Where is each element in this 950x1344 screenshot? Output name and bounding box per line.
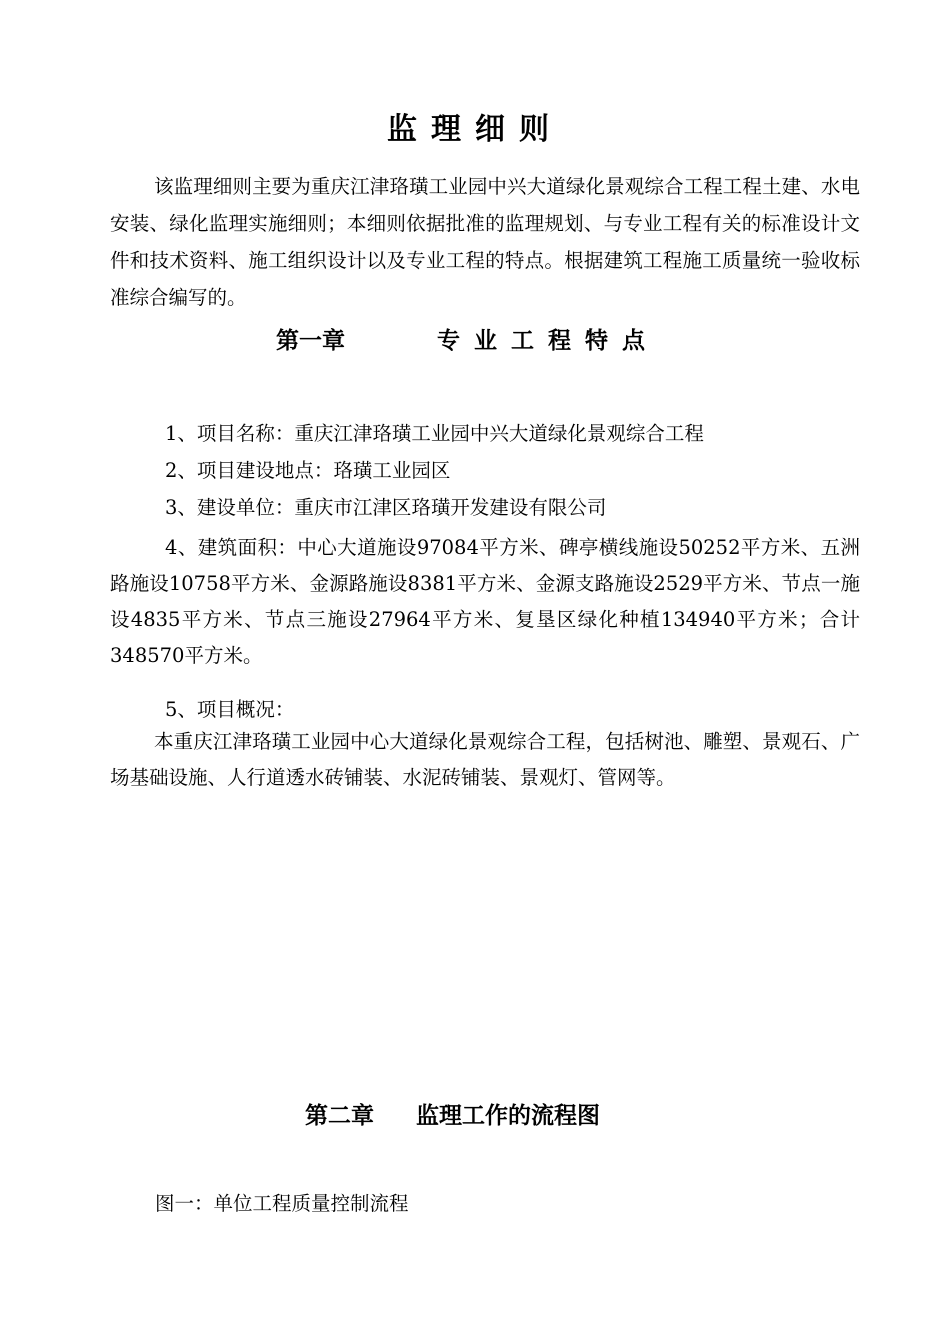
list-item-project-name: 1、项目名称：重庆江津珞璜工业园中兴大道绿化景观综合工程	[165, 422, 704, 445]
figure-caption: 图一：单位工程质量控制流程	[155, 1192, 409, 1215]
intro-paragraph: 该监理细则主要为重庆江津珞璜工业园中兴大道绿化景观综合工程工程土建、水电安装、绿化监理实施细则；本细则依据批准的监理规划、与专业工程有关的标准设计文件和技术资料、施工组织设计以及专业工程的特点。根据建筑工程施工质量统一验收标准综合编写的。	[110, 175, 860, 309]
chapter1-number: 第一章	[276, 327, 345, 354]
chapter1-heading	[276, 321, 659, 361]
list-item-location: 2、项目建设地点：珞璜工业园区	[165, 459, 451, 482]
overview-paragraph: 本重庆江津珞璜工业园中心大道绿化景观综合工程，包括树池、雕塑、景观石、广场基础设施、人行道透水砖铺装、水泥砖铺装、景观灯、管网等。	[110, 730, 860, 789]
list-item-overview-label: 5、项目概况：	[165, 698, 295, 721]
list-item-area: 4、建筑面积：中心大道施设97084平方米、碑亭横线施设50252平方米、五洲路施设10758平方米、金源路施设8381平方米、金源支路施设2529平方米、节点一施设4835平方米、节点三施设27964平方米、复垦区绿化种植134940平方米；合计348570平方米。	[110, 536, 860, 667]
chapter2-title: 监理工作的流程图	[416, 1102, 600, 1129]
chapter2-heading	[305, 1096, 600, 1136]
list-item-owner: 3、建设单位：重庆市江津区珞璜开发建设有限公司	[165, 496, 607, 519]
chapter2-number: 第二章	[305, 1102, 374, 1129]
chapter1-title: 专业工程特点	[437, 327, 659, 354]
document-title: 监理细则	[387, 112, 563, 147]
